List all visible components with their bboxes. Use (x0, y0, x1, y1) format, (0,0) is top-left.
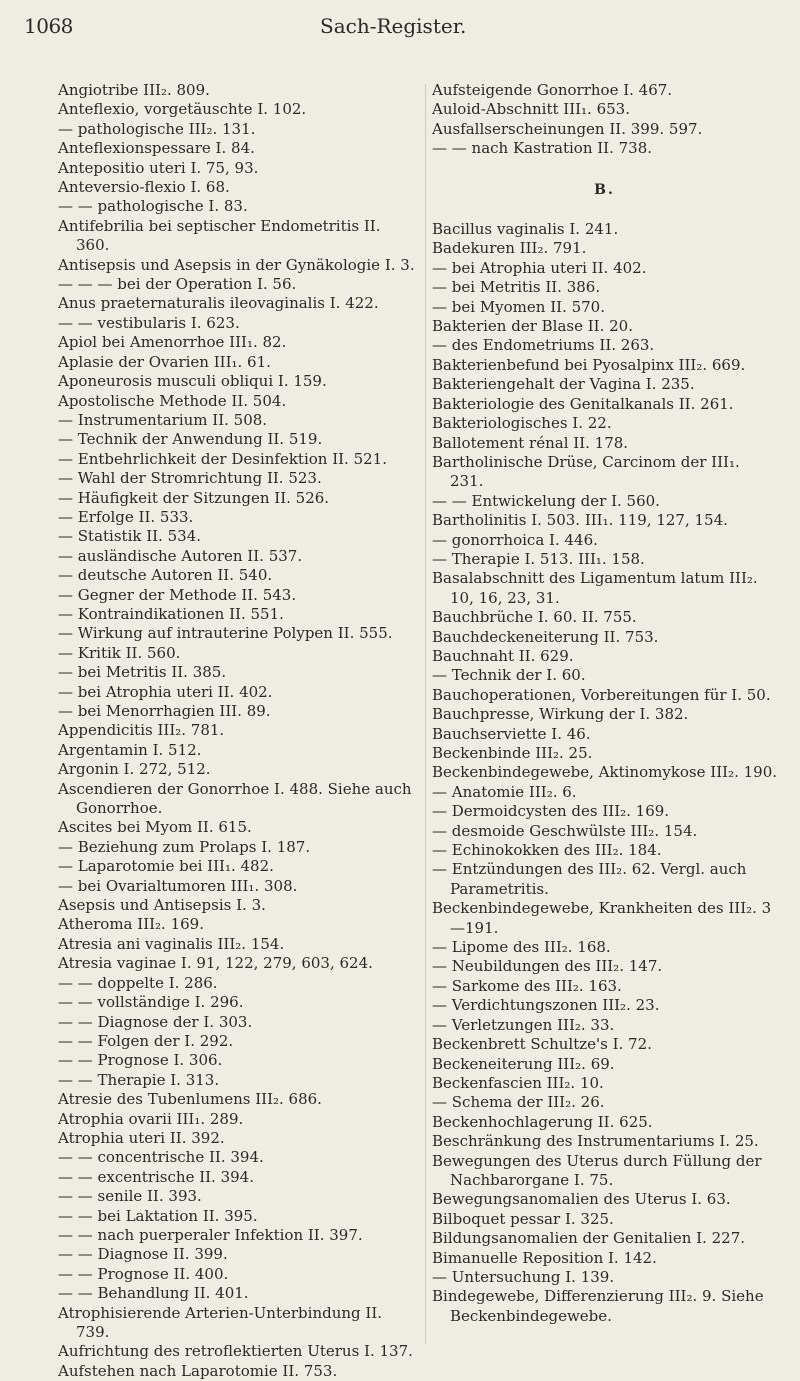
index-entry: Aufstehen nach Laparotomie II. 753. (58, 1361, 338, 1380)
index-entry: — Untersuchung I. 139. (432, 1267, 615, 1286)
index-entry: Atresie des Tubenlumens III₂. 686. (58, 1090, 322, 1109)
index-entry: — Gegner der Methode II. 543. (58, 585, 297, 604)
index-entry: Atrophia ovarii III₁. 289. (58, 1109, 244, 1128)
index-entry: Bakteriengehalt der Vagina I. 235. (432, 375, 695, 394)
index-entry: Aufrichtung des retroflektierten Uterus I. 137. (58, 1342, 413, 1361)
index-entry: — — vollständige I. 296. (58, 993, 244, 1012)
index-entry: — bei Myomen II. 570. (432, 297, 605, 316)
index-entry: Anteversio-flexio I. 68. (58, 178, 230, 197)
index-entry: Bewegungsanomalien des Uterus I. 63. (432, 1190, 731, 1209)
index-entry: Badekuren III₂. 791. (432, 239, 587, 258)
letter-heading: B. (594, 181, 615, 198)
index-entry: — Echinokokken des III₂. 184. (432, 841, 662, 860)
index-entry: — Statistik II. 534. (58, 527, 202, 546)
index-entry: Beckenbrett Schultze's I. 72. (432, 1035, 652, 1054)
index-entry: Beckenhochlagerung II. 625. (432, 1112, 653, 1131)
page-number: 1068 (24, 14, 73, 38)
index-entry: Bauchserviette I. 46. (432, 724, 591, 743)
index-entry: Atrophia uteri II. 392. (58, 1128, 225, 1147)
index-entry: — Technik der Anwendung II. 519. (58, 430, 323, 449)
index-entry: — bei Ovarialtumoren III₁. 308. (58, 876, 298, 895)
index-entry: — — Behandlung II. 401. (58, 1284, 249, 1303)
index-entry: Bindegewebe, Differenzierung III₂. 9. Siehe Beckenbindegewebe. (432, 1287, 764, 1325)
index-entry: Appendicitis III₂. 781. (58, 721, 225, 740)
index-entry: Bilboquet pessar I. 325. (432, 1209, 614, 1228)
index-entry: — — nach Kastration II. 738. (432, 139, 653, 158)
index-entry: Antifebrilia bei septischer Endometritis II. 360. (58, 216, 381, 255)
right-column-bottom-entries (432, 220, 777, 1326)
index-entry: Bauchdeckeneiterung II. 753. (432, 627, 659, 646)
index-entry: Bauchnaht II. 629. (432, 646, 574, 665)
index-entry: Apostolische Methode II. 504. (58, 391, 287, 410)
index-entry: — Laparotomie bei III₁. 482. (58, 857, 274, 876)
index-entry: Beckenfascien III₂. 10. (432, 1073, 604, 1092)
index-entry: — Verletzungen III₂. 33. (432, 1015, 615, 1034)
index-entry: — Erfolge II. 533. (58, 507, 194, 526)
index-entry: Antepositio uteri I. 75, 93. (58, 158, 259, 177)
index-entry: — Entzündungen des III₂. 62. Vergl. auch Parametritis. (432, 860, 747, 898)
index-entry: — — concentrische II. 394. (58, 1148, 264, 1167)
index-entry: Bartholinische Drüse, Carcinom der III₁. 231. (432, 452, 740, 491)
index-entry: Anteflexio, vorgetäuschte I. 102. (58, 100, 307, 119)
right-column (432, 81, 777, 1326)
index-entry: — — Prognose II. 400. (58, 1264, 229, 1283)
index-entry: — Anatomie III₂. 6. (432, 782, 577, 801)
index-entry: — bei Metritis II. 386. (432, 278, 601, 297)
index-entry: — bei Menorrhagien III. 89. (58, 702, 271, 720)
index-entry: Atrophisierende Arterien-Unterbindung II. 739. (58, 1303, 383, 1341)
index-entry: Beckenbinde III₂. 25. (432, 744, 593, 762)
index-entry: — Dermoidcysten des III₂. 169. (432, 802, 670, 821)
index-entry: — pathologische III₂. 131. (58, 119, 256, 138)
running-header: Sach-Register. (320, 14, 467, 38)
index-entry: Bauchpresse, Wirkung der I. 382. (432, 705, 689, 724)
index-entry: — desmoide Geschwülste III₂. 154. (432, 821, 698, 840)
index-entry: — — Diagnose der I. 303. (58, 1012, 253, 1031)
index-entry: Argonin I. 272, 512. (58, 760, 211, 779)
index-entry: Ballotement rénal II. 178. (432, 433, 629, 452)
index-entry: Ausfallserscheinungen II. 399. 597. (432, 119, 703, 138)
index-entry: — — vestibularis I. 623. (58, 313, 240, 332)
index-entry: Bewegungen des Uterus durch Füllung der Nachbarorgane I. 75. (432, 1151, 762, 1189)
index-entry: — Therapie I. 513. III₁. 158. (432, 549, 645, 568)
index-entry: Bakteriologisches I. 22. (432, 414, 612, 433)
index-entry: — — Prognose I. 306. (58, 1051, 223, 1070)
column-divider (425, 84, 426, 1344)
index-entry: Beschränkung des Instrumentariums I. 25. (432, 1132, 759, 1151)
index-entry: Bakterien der Blase II. 20. (432, 317, 633, 336)
index-entry: Asepsis und Antisepsis I. 3. (58, 896, 266, 915)
index-entry: — — excentrische II. 394. (58, 1167, 254, 1186)
index-entry: — ausländische Autoren II. 537. (58, 546, 303, 565)
index-entry: — Beziehung zum Prolaps I. 187. (58, 837, 311, 856)
index-entry: — — Diagnose II. 399. (58, 1245, 228, 1264)
index-entry: Argentamin I. 512. (58, 740, 202, 759)
index-entry: Ascites bei Myom II. 615. (58, 818, 252, 837)
index-entry: Atresia ani vaginalis III₂. 154. (58, 934, 285, 953)
index-entry: Atheroma III₂. 169. (58, 915, 204, 934)
index-entry: — — doppelte I. 286. (58, 973, 218, 992)
index-entry: Ascendieren der Gonorrhoe I. 488. Siehe auch Gonorrhoe. (58, 779, 412, 818)
index-entry: — — nach puerperaler Infektion II. 397. (58, 1225, 363, 1244)
index-entry: Aplasie der Ovarien III₁. 61. (58, 352, 271, 371)
index-entry: Auloid-Abschnitt III₁. 653. (432, 100, 630, 119)
index-entry: Basalabschnitt des Ligamentum latum III₂. 10, 16, 23, 31. (432, 569, 758, 607)
right-column-top-entries (432, 81, 777, 159)
index-entry: Bartholinitis I. 503. III₁. 119, 127, 154. (432, 511, 728, 530)
index-entry: Bauchoperationen, Vorbereitungen für I. 50. (432, 685, 771, 704)
left-column (58, 81, 418, 1381)
index-entry: Anus praeternaturalis ileovaginalis I. 422. (58, 294, 379, 313)
index-entry: — Technik der I. 60. (432, 666, 586, 685)
index-entry: — Wahl der Stromrichtung II. 523. (58, 469, 322, 488)
index-entry: Bimanuelle Reposition I. 142. (432, 1248, 657, 1267)
index-entry: — Lipome des III₂. 168. (432, 938, 611, 957)
index-entry: — Häufigkeit der Sitzungen II. 526. (58, 488, 330, 507)
index-entry: — bei Atrophia uteri II. 402. (432, 258, 647, 277)
index-entry: — — Entwickelung der I. 560. (432, 491, 660, 510)
index-entry: Bacillus vaginalis I. 241. (432, 220, 619, 239)
index-entry: — — Therapie I. 313. (58, 1070, 220, 1089)
index-entry: Bauchbrüche I. 60. II. 755. (432, 608, 637, 627)
index-entry: — Wirkung auf intrauterine Polypen II. 555. (58, 624, 393, 643)
index-entry: — — senile II. 393. (58, 1187, 202, 1206)
index-entry: Bakterienbefund bei Pyosalpinx III₂. 669. (432, 355, 746, 374)
index-entry: Bildungsanomalien der Genitalien I. 227. (432, 1229, 746, 1248)
index-entry: — — bei Laktation II. 395. (58, 1206, 258, 1225)
index-entry: — Kontraindikationen II. 551. (58, 604, 284, 623)
index-entry: — Kritik II. 560. (58, 643, 181, 662)
index-entry: — des Endometriums II. 263. (432, 336, 655, 355)
index-entry: — gonorrhoica I. 446. (432, 530, 598, 549)
index-entry: Angiotribe III₂. 809. (58, 81, 210, 99)
index-entry: — Instrumentarium II. 508. (58, 410, 268, 429)
index-entry: — — Folgen der I. 292. (58, 1031, 234, 1050)
index-entry: — Verdichtungszonen III₂. 23. (432, 996, 660, 1015)
index-entry: Aponeurosis musculi obliqui I. 159. (58, 372, 327, 391)
index-entry: Beckeneiterung III₂. 69. (432, 1054, 615, 1073)
index-entry: Antisepsis und Asepsis in der Gynäkologie I. 3. (58, 255, 415, 274)
index-entry: — — pathologische I. 83. (58, 197, 248, 216)
index-entry: Bakteriologie des Genitalkanals II. 261. (432, 394, 734, 413)
index-entry: Anteflexionspessare I. 84. (58, 139, 255, 158)
index-entry: — Neubildungen des III₂. 147. (432, 957, 663, 976)
index-entry: Beckenbindegewebe, Krankheiten des III₂. 3—191. (432, 899, 772, 937)
index-entry: — Entbehrlichkeit der Desinfektion II. 521. (58, 449, 387, 468)
index-entry: — deutsche Autoren II. 540. (58, 566, 273, 585)
index-entry: Atresia vaginae I. 91, 122, 279, 603, 624. (58, 954, 373, 973)
index-entry: — bei Atrophia uteri II. 402. (58, 682, 273, 701)
index-entry: — Schema der III₂. 26. (432, 1093, 605, 1112)
index-entry: — Sarkome des III₂. 163. (432, 976, 622, 995)
index-entry: — — — bei der Operation I. 56. (58, 275, 297, 294)
index-entry: Apiol bei Amenorrhoe III₁. 82. (58, 333, 287, 352)
index-entry: Aufsteigende Gonorrhoe I. 467. (432, 81, 673, 99)
index-entry: — bei Metritis II. 385. (58, 663, 227, 682)
index-entry: Beckenbindegewebe, Aktinomykose III₂. 190. (432, 763, 777, 782)
